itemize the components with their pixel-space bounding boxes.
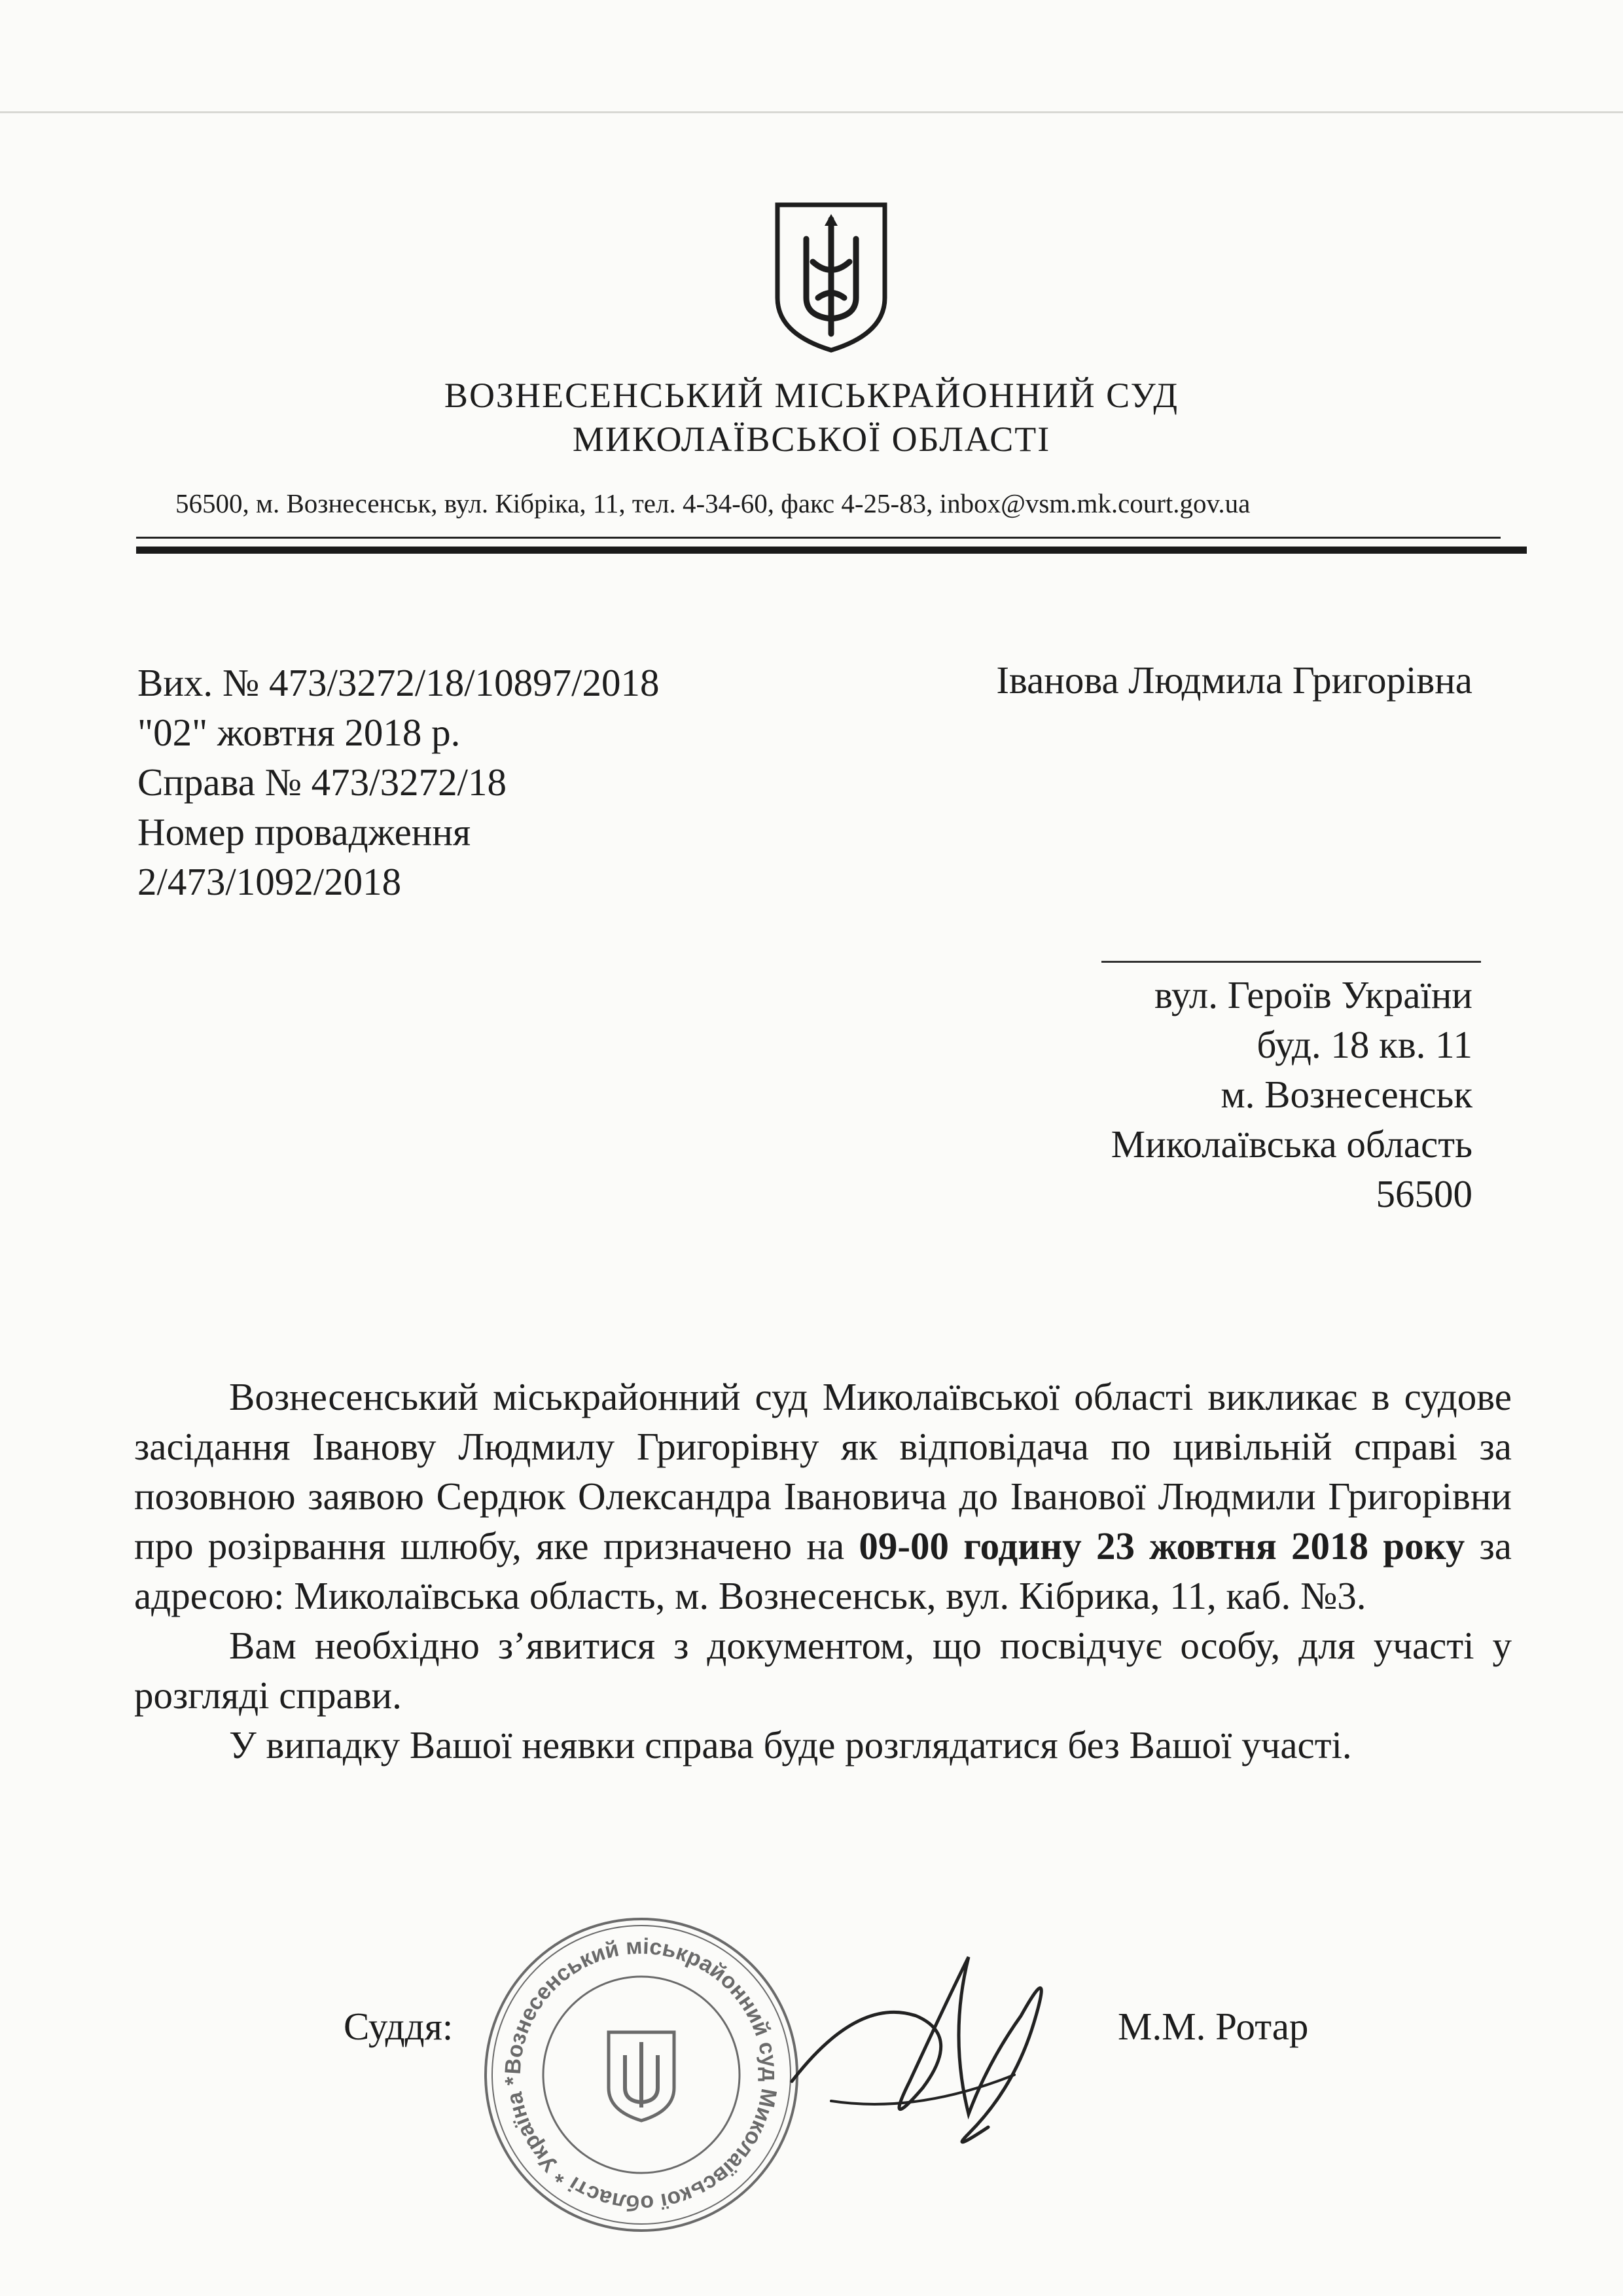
proceeding-number: 2/473/1092/2018 xyxy=(137,860,402,903)
court-name-line1: ВОЗНЕСЕНСЬКИЙ МІСЬКРАЙОННИЙ СУД xyxy=(444,376,1179,415)
header-divider-thin xyxy=(136,537,1501,539)
address-building: буд. 18 кв. 11 xyxy=(1257,1023,1472,1066)
address-city: м. Вознесенськ xyxy=(1221,1073,1472,1116)
outgoing-number: Вих. № 473/3272/18/10897/2018 xyxy=(137,661,660,704)
recipient-name: Іванова Людмила Григорівна xyxy=(996,658,1472,702)
trident-coat-of-arms-icon xyxy=(772,200,890,353)
judge-label: Суддя: xyxy=(344,2005,454,2048)
summons-paragraph xyxy=(134,1372,1512,1621)
judge-name: М.М. Ротар xyxy=(1118,2005,1309,2048)
address-street: вул. Героїв України xyxy=(1154,973,1472,1016)
absence-warning-paragraph: У випадку Вашої неявки справа буде розглядатися без Вашої участі. xyxy=(229,1723,1352,1767)
address-postcode: 56500 xyxy=(1376,1172,1472,1215)
hearing-datetime: 09-00 годину 23 жовтня 2018 року xyxy=(859,1524,1465,1568)
court-name-line2: МИКОЛАЇВСЬКОЇ ОБЛАСТІ xyxy=(572,420,1051,459)
proceeding-label: Номер провадження xyxy=(137,810,471,853)
judge-signature xyxy=(753,1918,1119,2193)
case-number: Справа № 473/3272/18 xyxy=(137,761,507,804)
address-divider xyxy=(1101,961,1481,963)
letter-date: "02" жовтня 2018 р. xyxy=(137,711,461,754)
document-requirement-paragraph: Вам необхідно з’явитися з документом, що посвідчує особу, для участі у розгляді справи. xyxy=(134,1624,1512,1717)
court-contact-line: 56500, м. Вознесенськ, вул. Кібріка, 11, тел. 4-34-60, факс 4-25-83, inbox@vsm.mk.court.gov.ua xyxy=(175,488,1251,518)
scan-top-edge xyxy=(0,111,1623,113)
seal-text: Вознесенський міськрайонний суд Миколаївської області * Україна * xyxy=(500,1933,783,2216)
address-region: Миколаївська область xyxy=(1111,1122,1472,1166)
recipient-address xyxy=(1111,970,1472,1219)
summons-text-end: за адресою: Миколаївська область, м. Вознесенськ, вул. Кібрика, 11, каб. №3. xyxy=(134,1524,1512,1617)
reference-block xyxy=(137,658,660,906)
header-divider-thick xyxy=(136,547,1527,554)
summons-text-start: Вознесенський міськрайонний суд Миколаївської області викликає в судове засідання Іванову Людмилу Григорівну як відповідача по цивільній справі за позовною заявою Сердюк Олександра Івановича до Іванової Людмили Григорівни про розірвання шлюбу, яке призначено на xyxy=(134,1375,1512,1568)
letter-body xyxy=(134,1372,1512,1770)
